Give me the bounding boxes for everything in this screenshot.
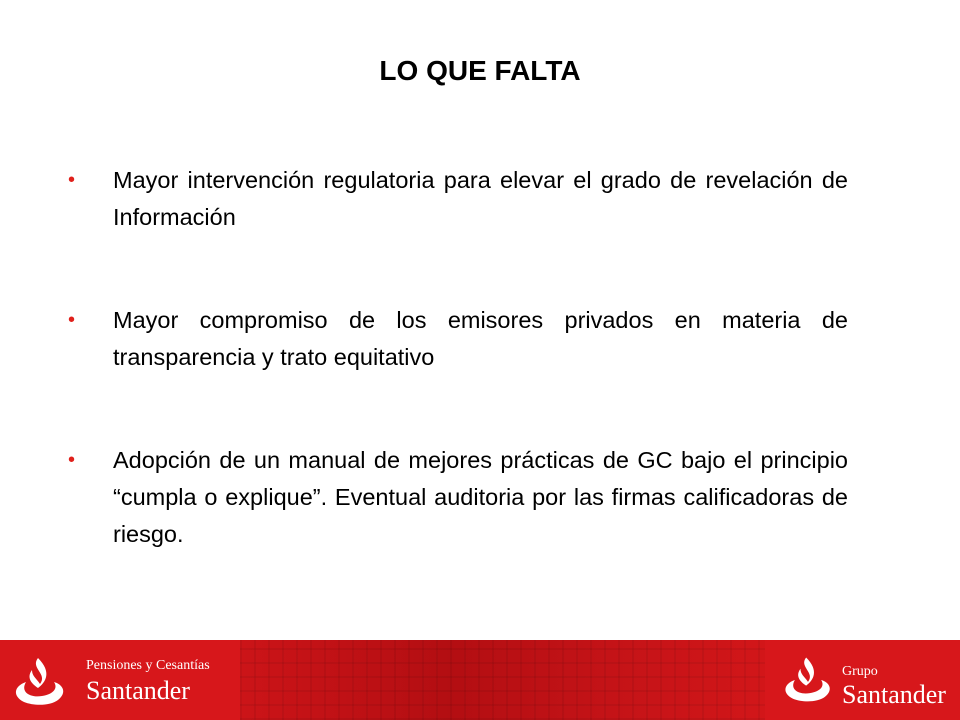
santander-flame-icon [8,652,72,712]
bullet-item [68,302,848,376]
bullet-item [68,162,848,236]
logo-line2: Santander [842,680,946,709]
santander-flame-icon [778,650,838,710]
bullet-marker: • [68,309,76,331]
footer-bar [0,640,960,720]
bullet-marker: • [68,449,76,471]
bullet-text: Adopción de un manual de mejores prácticas de GC bajo el principio “cumpla o explique”. Eventual auditoria por las firmas calificadoras de riesgo. [113,447,848,547]
footer-pattern [240,640,765,720]
bullet-item [68,442,848,553]
logo-line1: Pensiones y Cesantías [86,658,210,673]
bullet-marker: • [68,169,76,191]
pensiones-santander-logo [8,652,238,712]
logo-line2: Santander [86,676,190,705]
slide-title: LO QUE FALTA [379,55,581,86]
grupo-santander-logo [778,650,953,712]
bullet-text: Mayor intervención regulatoria para elevar el grado de revelación de Información [113,167,848,230]
logo-line1: Grupo [842,664,878,679]
bullet-text: Mayor compromiso de los emisores privados en materia de transparencia y trato equitativo [113,307,848,370]
